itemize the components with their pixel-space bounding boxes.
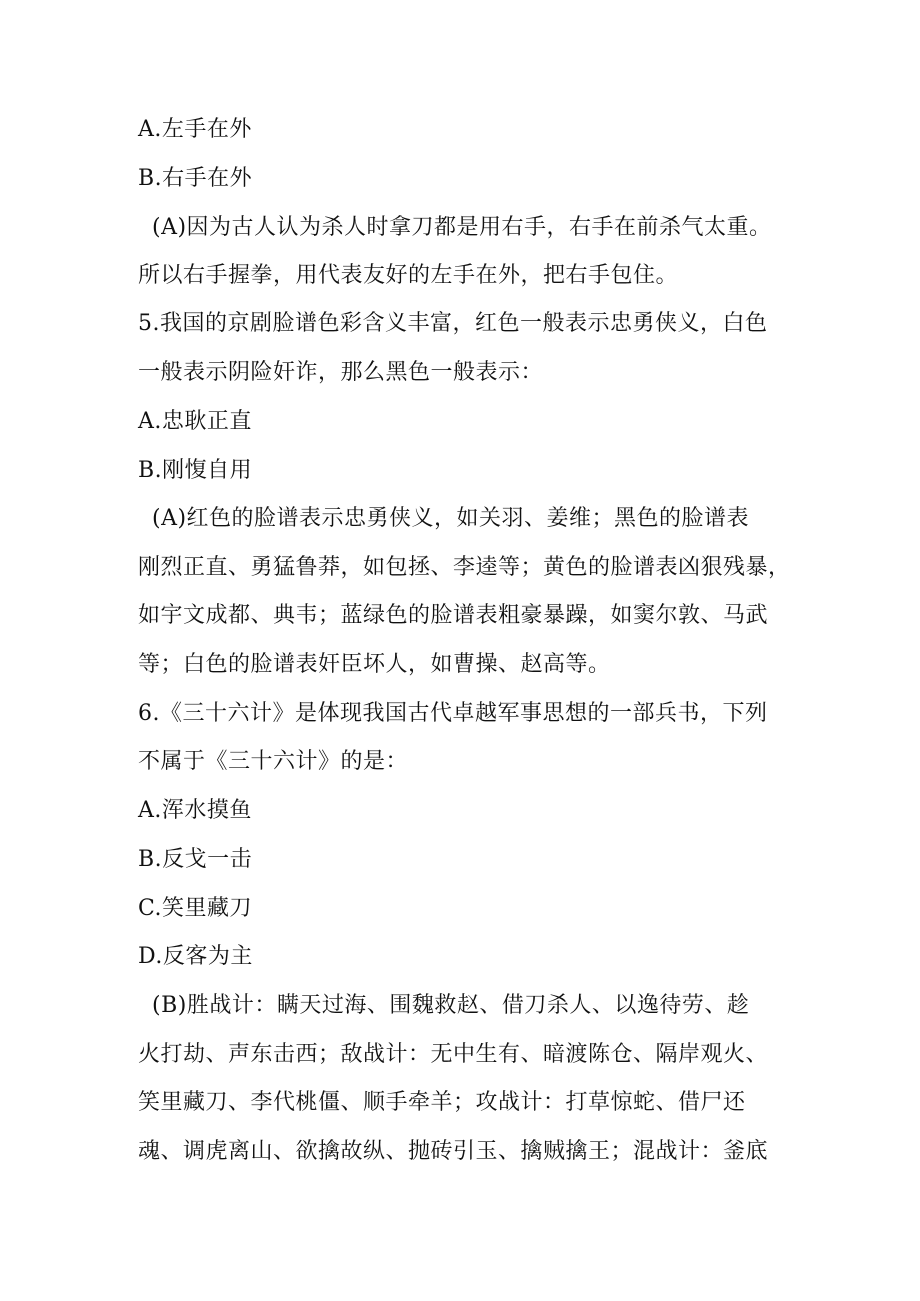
q5-option-b: B.刚愎自用 (138, 458, 253, 483)
answer-4-line-2: 所以右手握拳，用代表友好的左手在外，把右手包住。 (138, 263, 679, 288)
q6-option-b: B.反戈一击 (138, 847, 253, 872)
answer-5-line-1: (A)红色的脸谱表示忠勇侠义，如关羽、姜维；黑色的脸谱表 (152, 506, 750, 531)
option-b-line: B.右手在外 (138, 166, 253, 191)
answer-5-line-3: 如宇文成都、典韦；蓝绿色的脸谱表粗豪暴躁，如窦尔敦、马武 (138, 603, 769, 628)
q6-option-d: D.反客为主 (138, 944, 253, 969)
q6-option-c: C.笑里藏刀 (138, 896, 253, 921)
answer-5-line-4: 等；白色的脸谱表奸臣坏人，如曹操、赵高等。 (138, 652, 611, 677)
question-5-line-2: 一般表示阴险奸诈，那么黑色一般表示： (138, 360, 544, 385)
answer-6-line-2: 火打劫、声东击西；敌战计：无中生有、暗渡陈仓、隔岸观火、 (138, 1042, 769, 1067)
answer-4-line-1: (A)因为古人认为杀人时拿刀都是用右手，右手在前杀气太重。 (152, 215, 772, 240)
question-6-line-2: 不属于《三十六计》的是： (138, 749, 409, 774)
answer-6-line-4: 魂、调虎离山、欲擒故纵、抛砖引玉、擒贼擒王；混战计：釜底 (138, 1139, 769, 1164)
answer-6-line-1: (B)胜战计：瞒天过海、围魏救赵、借刀杀人、以逸待劳、趁 (152, 993, 750, 1018)
question-5-line-1: 5.我国的京剧脸谱色彩含义丰富，红色一般表示忠勇侠义，白色 (138, 311, 768, 336)
option-a-line: A.左手在外 (138, 117, 252, 142)
question-6-line-1: 6.《三十六计》是体现我国古代卓越军事思想的一部兵书，下列 (138, 701, 768, 726)
answer-5-line-2: 刚烈正直、勇猛鲁莽，如包拯、李逵等；黄色的脸谱表凶狠残暴， (138, 555, 791, 580)
q6-option-a: A.浑水摸鱼 (138, 798, 252, 823)
answer-6-line-3: 笑里藏刀、李代桃僵、顺手牵羊；攻战计：打草惊蛇、借尸还 (138, 1090, 746, 1115)
q5-option-a: A.忠耿正直 (138, 409, 252, 434)
